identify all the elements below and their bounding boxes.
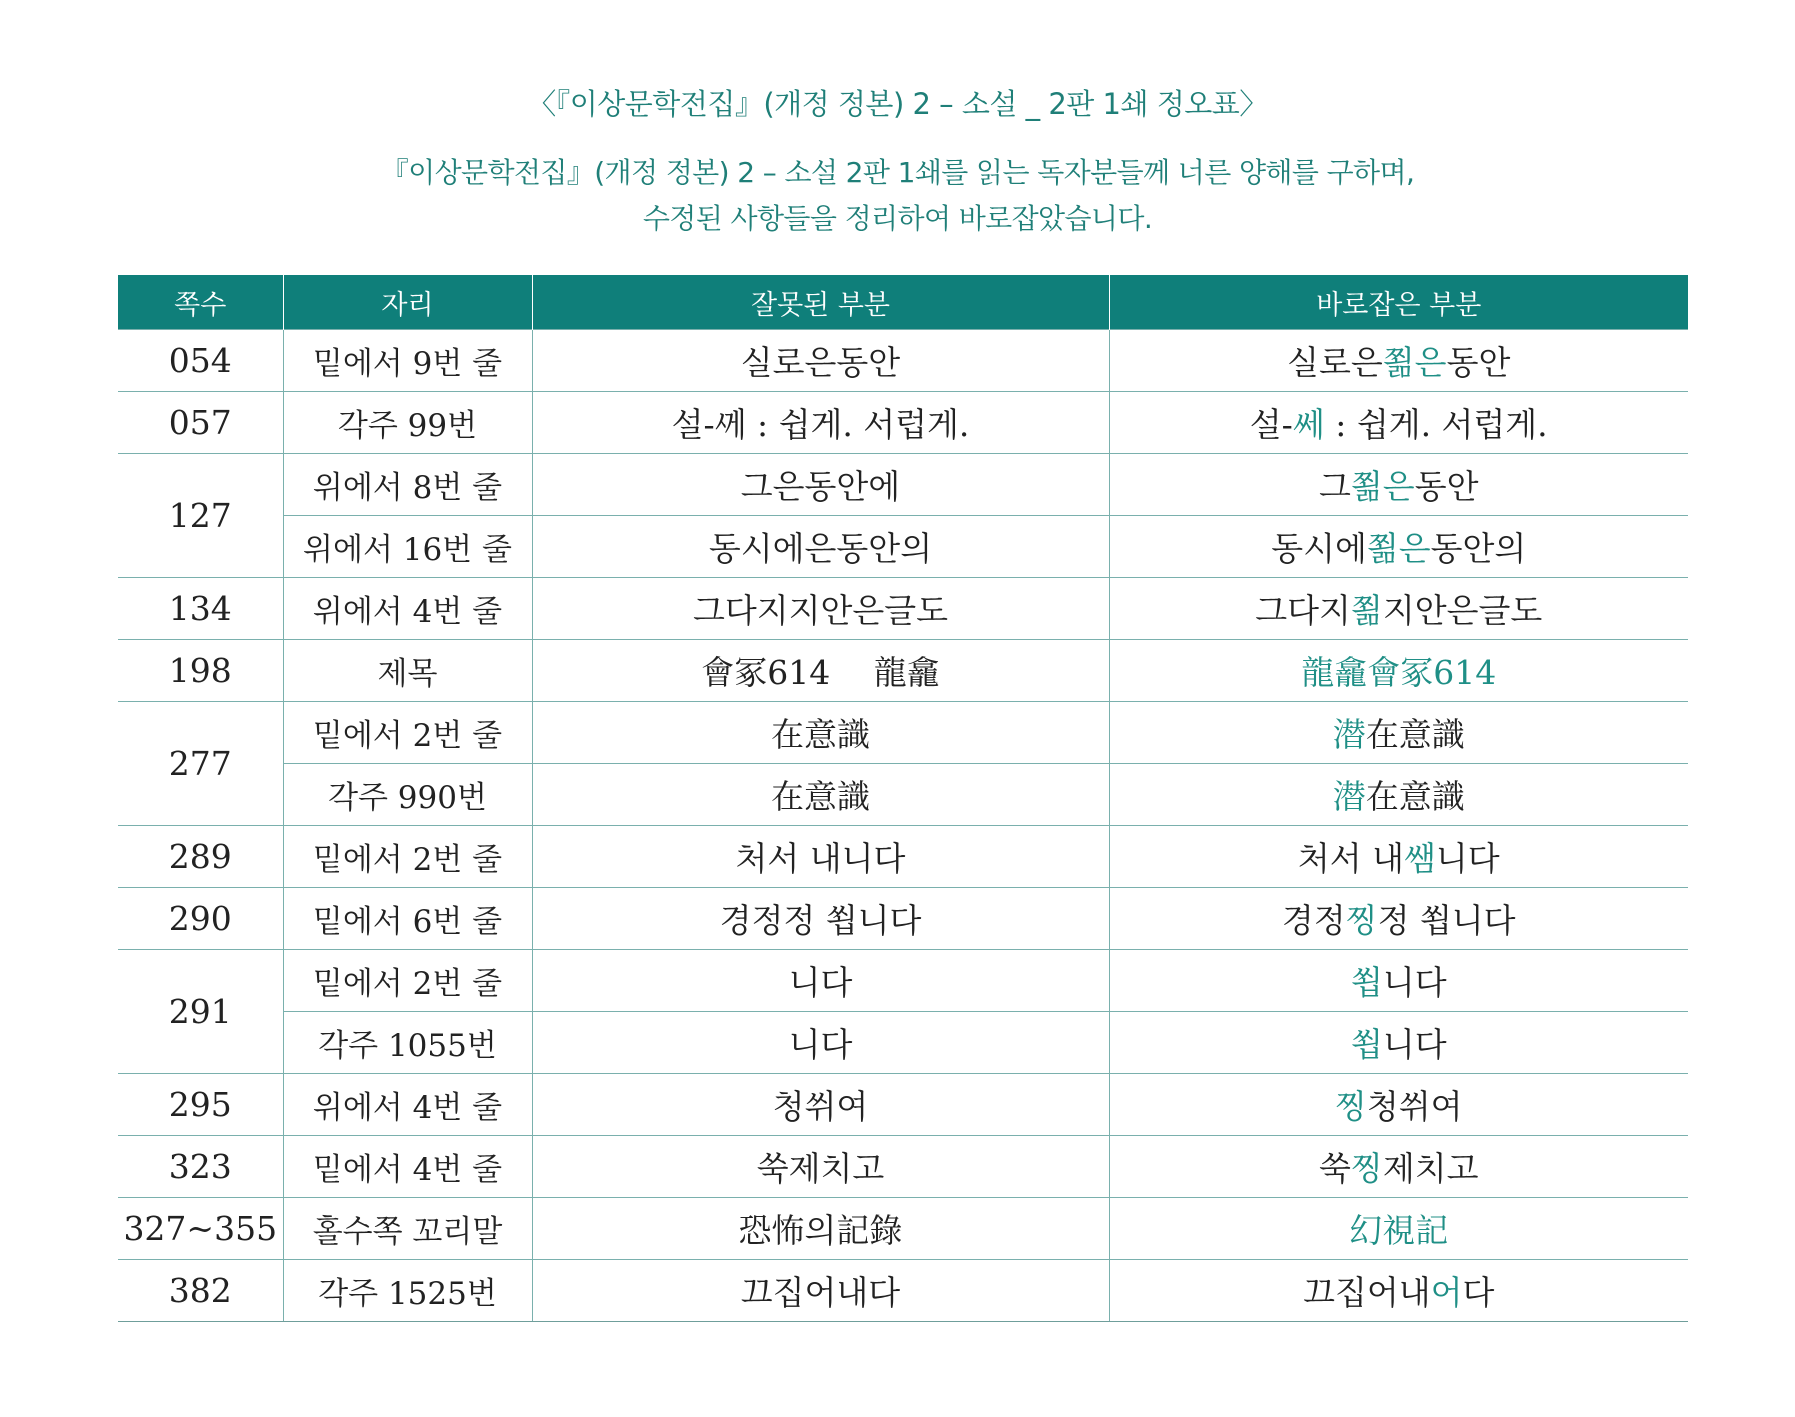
corrected-highlight: 쬚은 [1382, 343, 1447, 382]
intro-line-2: 수정된 사항들을 정리하여 바로잡았습니다. [642, 202, 1153, 235]
page-cell: 054 [118, 330, 283, 392]
corrected-text: 그 [1319, 467, 1351, 506]
table-row [118, 826, 1688, 888]
corrected-text: 지안은글도 [1382, 591, 1543, 630]
location-cell: 밑에서 9번 줄 [283, 330, 532, 392]
wrong-cell: 처서 내니다 [532, 826, 1109, 888]
corrected-text: 동시에 [1271, 529, 1367, 568]
corrected-text: 동안 [1414, 467, 1479, 506]
wrong-cell: 끄집어내다 [532, 1260, 1109, 1322]
page-cell: 277 [118, 702, 283, 826]
fixed-cell [1109, 764, 1688, 826]
location-cell: 각주 1055번 [283, 1012, 532, 1074]
corrected-highlight: 쌤 [1403, 839, 1436, 878]
wrong-cell: 니다 [532, 1012, 1109, 1074]
corrected-text: 다 [1462, 1273, 1495, 1312]
corrected-text: 동안 [1446, 343, 1511, 382]
page-title: 〈『이상문학전집』(개정 정본) 2 – 소설 _ 2판 1쇄 정오표〉 [527, 87, 1268, 121]
fixed-cell [1109, 330, 1688, 392]
corrected-text: 니다 [1382, 963, 1447, 1002]
corrected-text: 실로은 [1287, 343, 1383, 382]
corrected-highlight: 潜 [1332, 777, 1366, 816]
corrected-text: 제치고 [1382, 1149, 1479, 1188]
corrected-text: 청쒸여 [1366, 1087, 1463, 1126]
fixed-cell [1109, 888, 1688, 950]
fixed-cell [1109, 1012, 1688, 1074]
location-cell: 밑에서 2번 줄 [283, 702, 532, 764]
wrong-cell: 恐怖의記錄 [532, 1198, 1109, 1260]
corrected-text: 그다지 [1255, 591, 1351, 630]
corrected-text: 동안의 [1430, 529, 1527, 568]
table-row [118, 764, 1688, 826]
page-cell: 198 [118, 640, 283, 702]
wrong-cell: 그은동안에 [532, 454, 1109, 516]
corrected-text: 在意識 [1365, 715, 1465, 754]
corrected-text: 니다 [1435, 839, 1500, 878]
table-row [118, 640, 1688, 702]
wrong-cell: 在意識 [532, 764, 1109, 826]
fixed-cell [1109, 1260, 1688, 1322]
location-cell: 위에서 4번 줄 [283, 1074, 532, 1136]
location-cell: 각주 990번 [283, 764, 532, 826]
location-cell: 밑에서 2번 줄 [283, 826, 532, 888]
fixed-cell [1109, 392, 1688, 454]
table-row [118, 1198, 1688, 1260]
page-cell: 291 [118, 950, 283, 1074]
corrected-highlight: 潜 [1332, 715, 1366, 754]
corrected-text: 니다 [1382, 1025, 1447, 1064]
corrected-text: 처서 내 [1297, 839, 1404, 878]
page-cell: 289 [118, 826, 283, 888]
table-row [118, 516, 1688, 578]
wrong-cell: 경정정 쐽니다 [532, 888, 1109, 950]
wrong-cell: 쑥제치고 [532, 1136, 1109, 1198]
corrected-highlight: 어 [1430, 1273, 1463, 1312]
table-row [118, 1074, 1688, 1136]
corrected-text: 끄집어내 [1303, 1273, 1431, 1312]
errata-table [118, 275, 1688, 1322]
location-cell: 제목 [283, 640, 532, 702]
wrong-cell: 會冢614 龍龕 [532, 640, 1109, 702]
page-cell: 323 [118, 1136, 283, 1198]
corrected-text: 정 쐽니다 [1377, 901, 1516, 940]
fixed-cell [1109, 1198, 1688, 1260]
corrected-highlight: 찡 [1334, 1087, 1367, 1126]
table-row [118, 950, 1688, 1012]
corrected-text: 쑥 [1319, 1149, 1351, 1188]
fixed-cell [1109, 702, 1688, 764]
corrected-highlight: 쐽 [1350, 963, 1383, 1002]
table-row [118, 578, 1688, 640]
page-cell: 327~355 [118, 1198, 283, 1260]
location-cell: 각주 99번 [283, 392, 532, 454]
fixed-cell [1109, 454, 1688, 516]
corrected-highlight: 쬚 [1350, 591, 1383, 630]
fixed-cell [1109, 1136, 1688, 1198]
page-cell: 290 [118, 888, 283, 950]
corrected-highlight: 찡 [1350, 1149, 1383, 1188]
fixed-cell [1109, 950, 1688, 1012]
fixed-cell [1109, 640, 1688, 702]
location-cell: 위에서 8번 줄 [283, 454, 532, 516]
table-row [118, 888, 1688, 950]
corrected-highlight: 쎄 [1292, 405, 1325, 444]
table-row [118, 454, 1688, 516]
page-cell: 134 [118, 578, 283, 640]
corrected-text: 설- [1249, 405, 1293, 444]
fixed-cell [1109, 1074, 1688, 1136]
fixed-cell [1109, 516, 1688, 578]
location-cell: 밑에서 6번 줄 [283, 888, 532, 950]
intro-text [0, 150, 1795, 242]
wrong-cell: 在意識 [532, 702, 1109, 764]
location-cell: 밑에서 4번 줄 [283, 1136, 532, 1198]
corrected-text: : 쉽게. 서럽게. [1324, 405, 1548, 444]
wrong-cell: 니다 [532, 950, 1109, 1012]
fixed-cell [1109, 578, 1688, 640]
page-cell: 382 [118, 1260, 283, 1322]
corrected-highlight: 찡 [1345, 901, 1378, 940]
wrong-cell: 설-ᄭᅦ : 쉽게. 서럽게. [532, 392, 1109, 454]
table-row [118, 392, 1688, 454]
wrong-cell: 실로은동안 [532, 330, 1109, 392]
page-cell: 127 [118, 454, 283, 578]
location-cell: 밑에서 2번 줄 [283, 950, 532, 1012]
header-fixed: 바로잡은 부분 [1109, 275, 1688, 330]
fixed-cell [1109, 826, 1688, 888]
corrected-highlight: 쐽 [1350, 1025, 1383, 1064]
header-wrong: 잘못된 부분 [532, 275, 1109, 330]
table-header-row [118, 275, 1688, 330]
wrong-cell: 그다지지안은글도 [532, 578, 1109, 640]
table-row [118, 1012, 1688, 1074]
table-row [118, 702, 1688, 764]
corrected-text: 경정 [1281, 901, 1346, 940]
corrected-text: 在意識 [1365, 777, 1465, 816]
location-cell: 각주 1525번 [283, 1260, 532, 1322]
header-page: 쪽수 [118, 275, 283, 330]
location-cell: 위에서 4번 줄 [283, 578, 532, 640]
table-row [118, 330, 1688, 392]
location-cell: 위에서 16번 줄 [283, 516, 532, 578]
table-row [118, 1260, 1688, 1322]
corrected-highlight: 幻視記 [1349, 1211, 1449, 1250]
wrong-cell: 청쒸여 [532, 1074, 1109, 1136]
location-cell: 홀수쪽 꼬리말 [283, 1198, 532, 1260]
corrected-highlight: 龍龕會冢614 [1301, 653, 1497, 692]
page-cell: 057 [118, 392, 283, 454]
wrong-cell: 동시에은동안의 [532, 516, 1109, 578]
intro-line-1: 『이상문학전집』(개정 정본) 2 – 소설 2판 1쇄를 읽는 독자분들께 너른 양해를 구하며, [380, 156, 1415, 189]
table-row [118, 1136, 1688, 1198]
page-cell: 295 [118, 1074, 283, 1136]
corrected-highlight: 쬚은 [1350, 467, 1415, 506]
header-location: 자리 [283, 275, 532, 330]
corrected-highlight: 쬚은 [1366, 529, 1431, 568]
